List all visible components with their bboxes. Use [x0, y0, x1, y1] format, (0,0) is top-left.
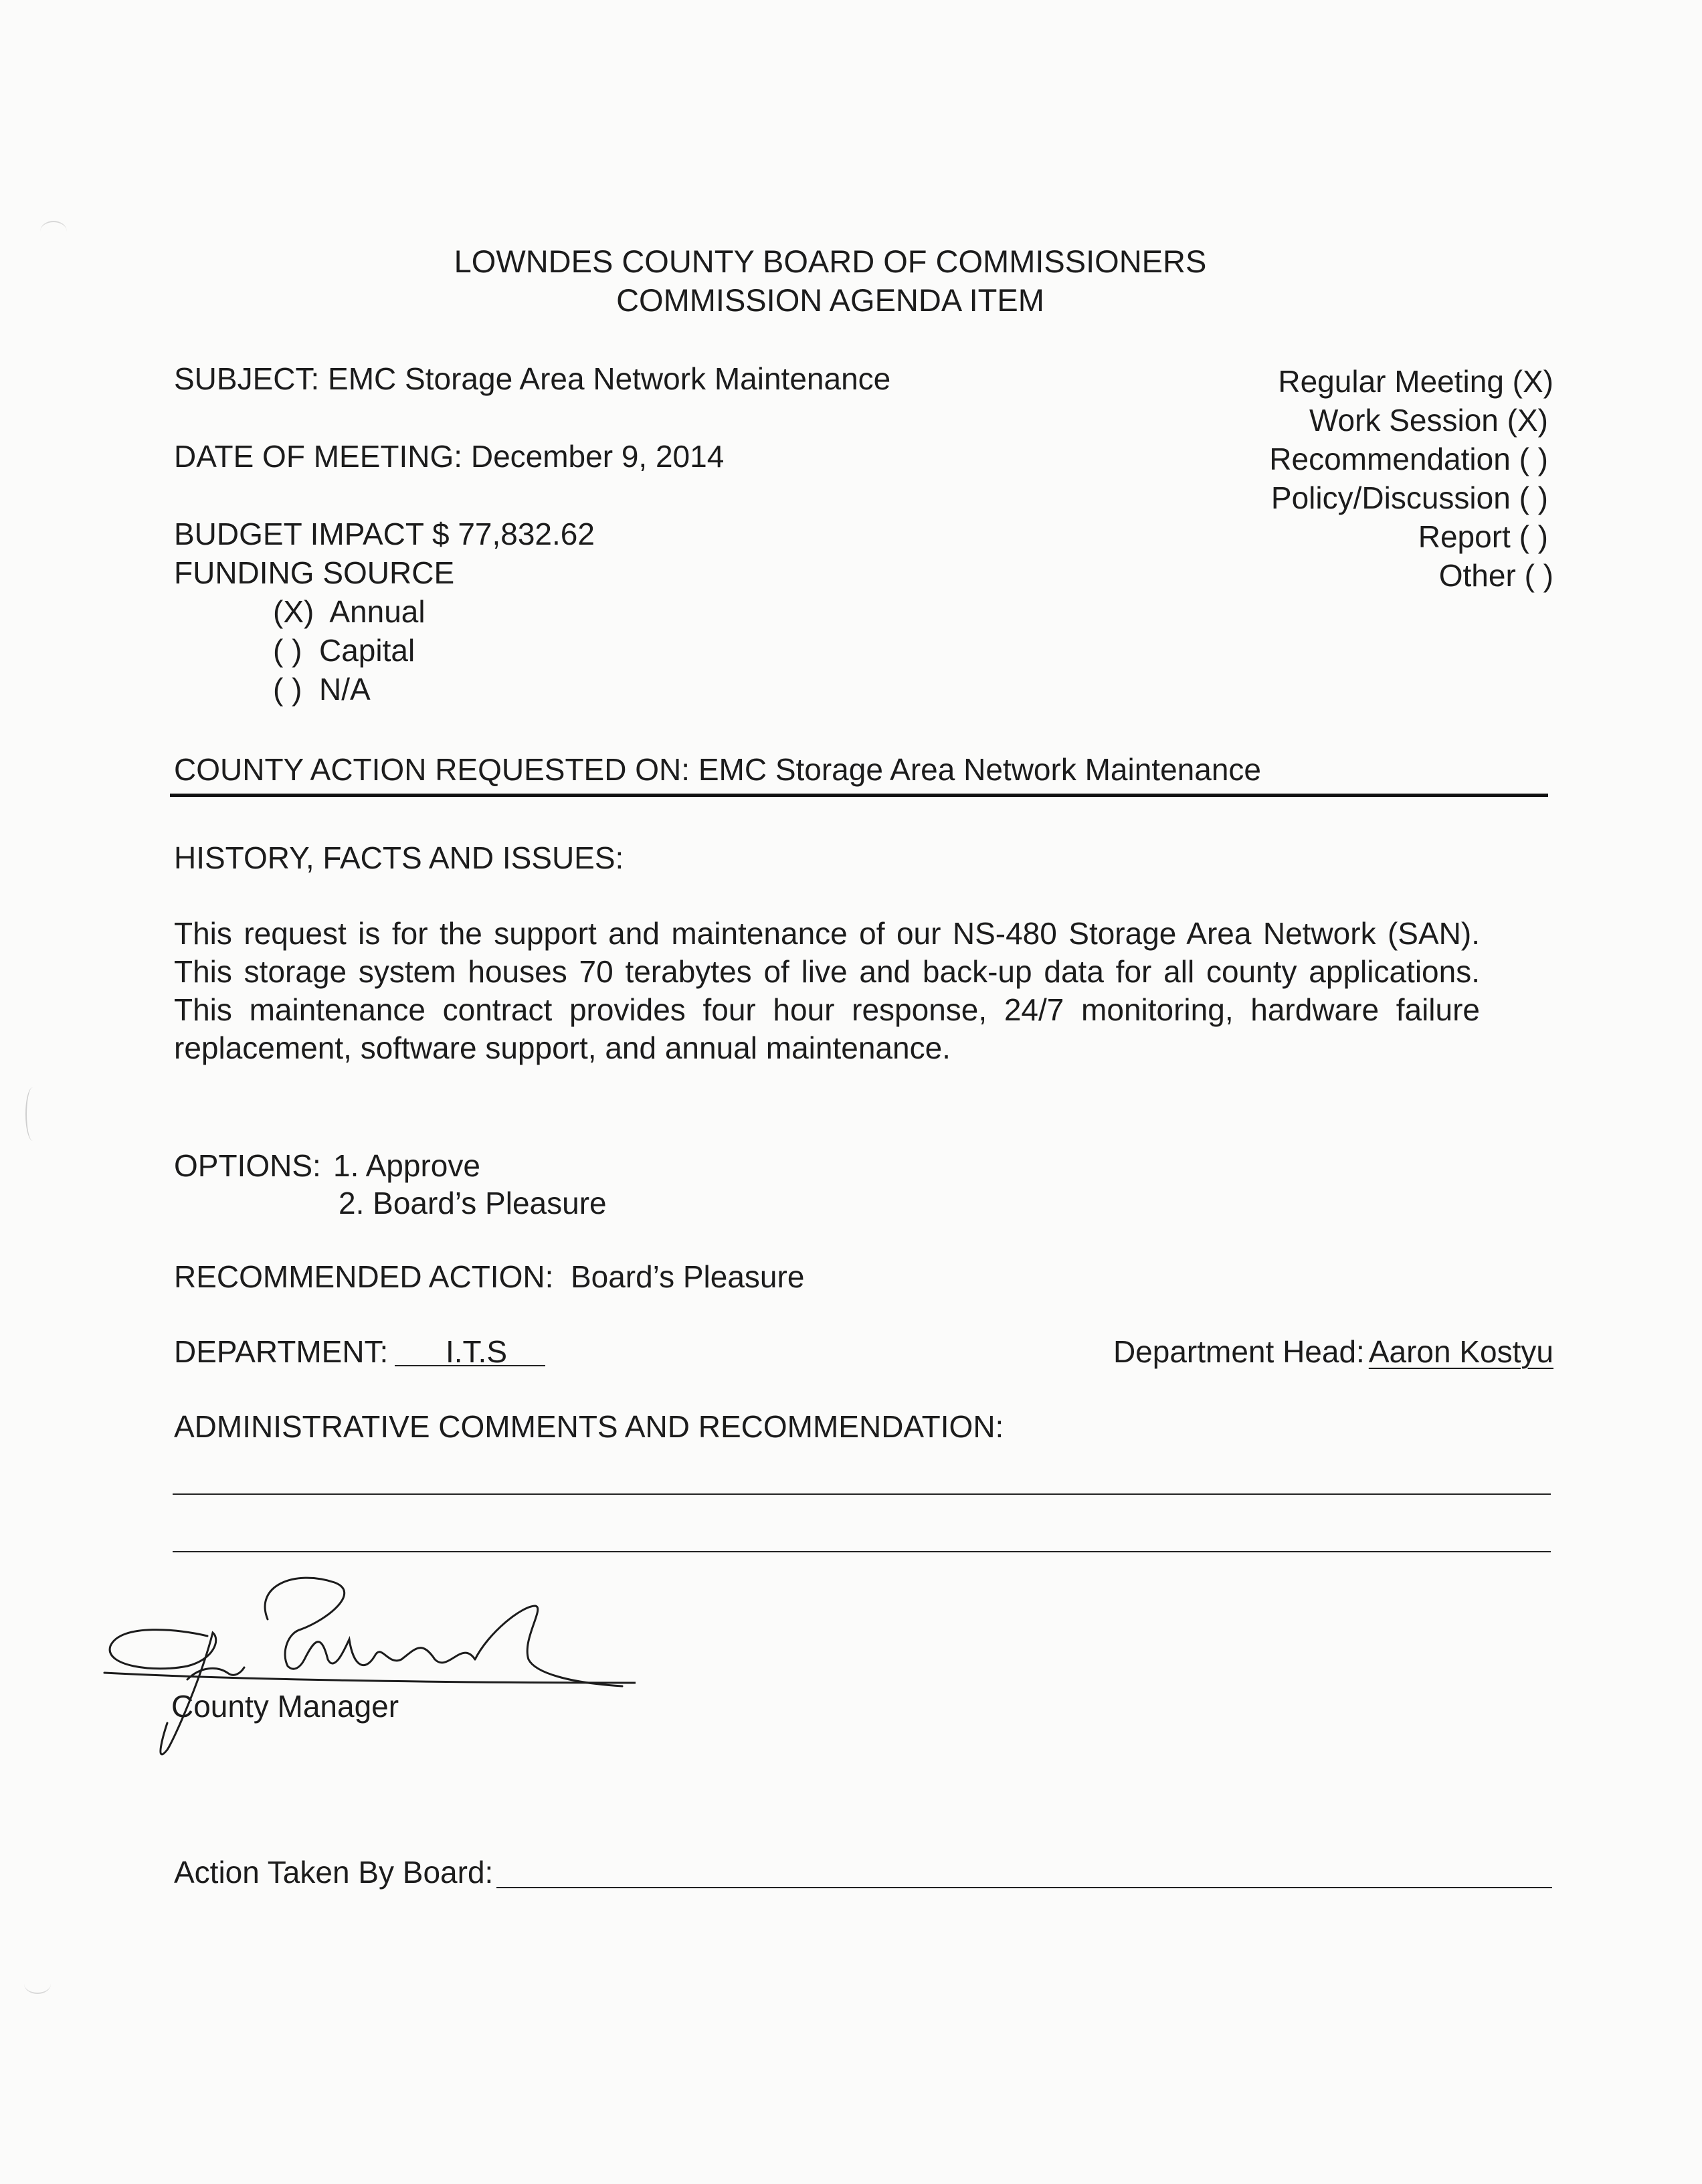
action-taken-line	[496, 1887, 1552, 1888]
subject-value: EMC Storage Area Network Maintenance	[328, 361, 891, 396]
subject	[174, 361, 890, 397]
funding-option-mark: ( )	[273, 672, 302, 707]
funding-option-capital	[273, 632, 415, 668]
action-requested-value: EMC Storage Area Network Maintenance	[698, 752, 1261, 787]
meeting-type-list	[1269, 362, 1553, 595]
department-head-value: Aaron Kostyu	[1368, 1334, 1553, 1369]
budget-impact	[174, 516, 595, 552]
document-title: COMMISSION AGENDA ITEM	[616, 282, 1044, 318]
funding-option-label: Annual	[329, 594, 426, 629]
meeting-type-other: Other ( )	[1438, 558, 1553, 593]
meeting-type-report: Report ( )	[1418, 519, 1548, 554]
admin-comments-line	[173, 1551, 1551, 1552]
meeting-date-value: December 9, 2014	[470, 439, 725, 474]
options-label: OPTIONS:	[174, 1148, 321, 1183]
funding-option-mark: (X)	[273, 594, 314, 629]
funding-option-mark: ( )	[273, 633, 302, 668]
funding-option-label: N/A	[318, 672, 371, 707]
recommended-action	[174, 1259, 804, 1295]
recommended-action-value: Board’s Pleasure	[570, 1259, 805, 1294]
admin-comments-label: ADMINISTRATIVE COMMENTS AND RECOMMENDATION:	[174, 1409, 1004, 1444]
department-head	[1113, 1334, 1553, 1370]
recommended-action-label: RECOMMENDED ACTION:	[174, 1259, 554, 1294]
option-item: 2. Board’s Pleasure	[339, 1186, 607, 1220]
meeting-date	[174, 438, 724, 474]
org-title: LOWNDES COUNTY BOARD OF COMMISSIONERS	[454, 244, 1207, 279]
meeting-date-label: DATE OF MEETING:	[174, 439, 463, 474]
meeting-type-policy-discussion: Policy/Discussion ( )	[1270, 480, 1548, 515]
action-requested	[174, 751, 1261, 788]
funding-source-label: FUNDING SOURCE	[174, 555, 455, 590]
meeting-type-work-session: Work Session (X)	[1309, 403, 1548, 438]
budget-impact-value: $ 77,832.62	[432, 517, 595, 551]
option-item: 1. Approve	[333, 1148, 480, 1183]
history-label: HISTORY, FACTS AND ISSUES:	[174, 840, 624, 875]
department-head-label: Department Head:	[1113, 1334, 1365, 1369]
action-requested-label: COUNTY ACTION REQUESTED ON:	[174, 752, 690, 787]
meeting-type-regular: Regular Meeting (X)	[1278, 364, 1553, 399]
history-body: This request is for the support and maintenance of our NS-480 Storage Area Network (SAN). This storage system houses 70 terabytes of live and back-up data for all county applications. This maintenance contract provides four hour response, 24/7 monitoring, hardware failure replacement, software support, and annual maintenance.	[174, 916, 1480, 1065]
meeting-type-recommendation: Recommendation ( )	[1269, 442, 1548, 476]
scan-mark	[24, 1974, 51, 1994]
subject-label: SUBJECT:	[174, 361, 320, 396]
department-label: DEPARTMENT:	[174, 1334, 389, 1369]
action-taken-label: Action Taken By Board:	[174, 1855, 494, 1890]
scan-mark	[40, 221, 67, 242]
funding-option-label: Capital	[318, 633, 415, 668]
signature	[100, 1566, 636, 1766]
funding-option-annual	[273, 594, 426, 630]
admin-comments-line	[173, 1493, 1551, 1495]
section-divider	[170, 794, 1548, 797]
funding-option-na	[273, 671, 371, 707]
budget-impact-label: BUDGET IMPACT	[174, 517, 424, 551]
department-value: I.T.S	[446, 1334, 508, 1369]
scan-mark	[25, 1087, 40, 1141]
county-manager-label: County Manager	[171, 1689, 399, 1724]
